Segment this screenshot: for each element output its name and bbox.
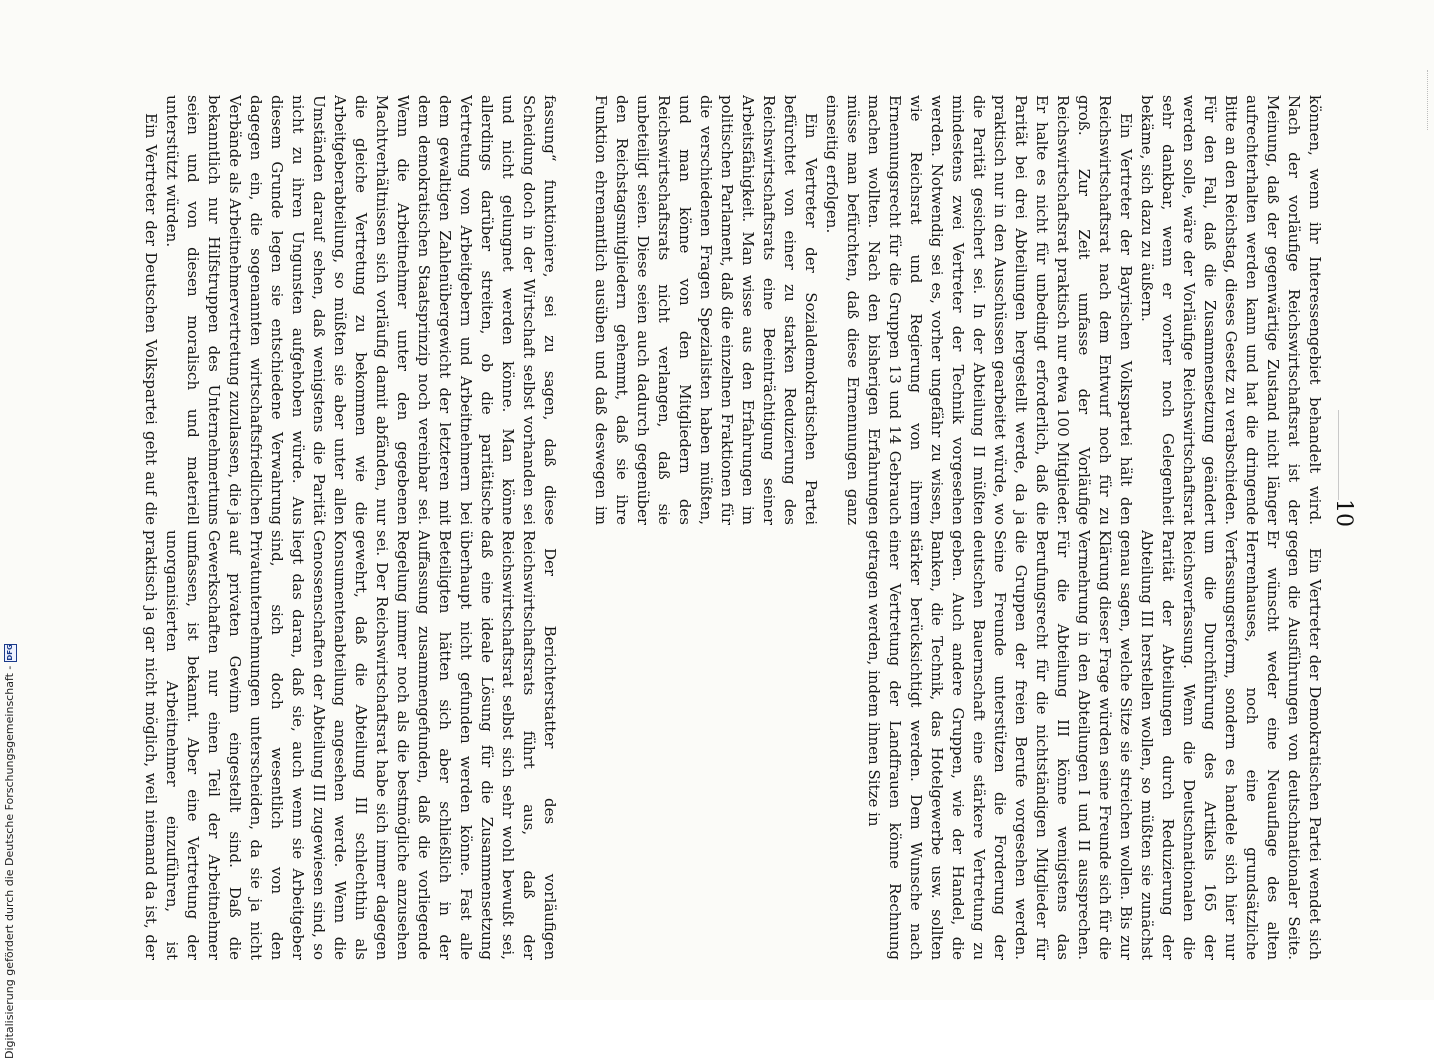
text-column-upper-right <box>590 530 1325 960</box>
paragraph: Ein Vertreter der Deutschen Volkspartei geht auf die <box>142 113 160 525</box>
paragraph: Ein Vertreter der Demokratischen Partei wendet sich gegen die Ausführungen von deutschnationaler Seite. Er wünscht weder eine Neuauflage des alten Herrenhauses, noch eine grundsätzliche Verfassungsreform, sondern es handele sich hier nur um die Durchführung des Artikels 165 der Reichsverfassung. Wenn die Deutschnationalen die Parität der Abteilungen durch Reduzierung der Abteilung III herstellen wollen, so müßten sie zunächst genau sagen, welche Sitze sie streichen wollen. Bis zur Klärung dieser Frage würden seine Freunde sich für die Vermehrung in den Abteilungen I und II aussprechen. Für die Abteilung III könne wenigstens das Berufungsrecht für die nichtständigen Mitglieder für die Gruppen der freien Berufe vorgesehen werden. Seine Freunde unterstützen die Forderung der deutschen Bauernschaft eine stärkere Vertretung zu geben. Auch andere Gruppen, wie der Handel, die Banken, die Technik, das Hotelgewerbe usw. sollten stärker berücksichtigt werden. Dem Wunsche nach einer Vertretung der Landfrauen könne Rechnung getragen werden, indem ihnen Sitze in <box>865 530 1324 960</box>
text-column-lower-right <box>590 95 1325 525</box>
paragraph: fassung“ funktioniere, sei zu sagen, daß diese Scheidung doch in der Wirtschaft selbst vorhanden sei und nicht gelungnet werden könne. Man könne allerdings darüber streiten, ob die paritätische Vertretung von Arbeitgebern und Arbeitnehmern bei dem gewaltigen Zahlenübergewicht der letzteren mit dem demokratischen Staatsprinzip noch vereinbar sei. Wenn die Arbeitnehmer unter den gegebenen Machtverhältnissen sich vorläufig damit abfänden, nur die gleiche Vertretung zu bekommen wie die Arbeitgeberabteilung, so müßten sie aber unter allen Umständen darauf sehen, daß wenigstens die Parität nicht zu ihren Ungunsten aufgehoben würde. Aus diesem Grunde legen sie entschiedene Verwahrung dagegen ein, die sogenannten wirtschaftsfriedlichen Verbände als Arbeitnehmervertretung zuzulassen, die ja bekanntlich nur Hilfstruppen des Unternehmertums seien und von diesen moralisch und materiell unterstützt würden. <box>163 95 559 525</box>
digitization-notice <box>3 539 17 1059</box>
paragraph: Der Berichterstatter des vorläufigen Reichswirtschaftsrats führt aus, daß der Reichswirtschaftsrat selbst sich sehr wohl bewußt sei, daß eine ideale Lösung für die Zusammensetzung überhaupt nicht gefunden werden könne. Fast alle Beteiligten hätten sich aber schließlich in der Auffassung zusammengefunden, daß die vorliegende Regelung immer noch als die bestmögliche anzusehen sei. Der Reichswirtschaftsrat habe sich immer dagegen gewehrt, daß die Abteilung III schlechthin als Konsumentenabteilung angesehen werde. Wenn die Genossenschaften der Abteilung III zugewiesen sind, so liegt das daran, daß sie, auch wenn sie Arbeitgeber sind, sich doch wesentlich von den Privatunternehmungen unterscheiden, da sie ja nicht auf privaten Gewinn eingestellt sind. Daß die Gewerkschaften nur einen Teil der Arbeitnehmer umfassen, ist bekannt. Aber eine Vertretung der unorganisierten Arbeitnehmer einzuführen, ist praktisch ja gar nicht möglich, weil niemand da ist, der <box>142 530 559 960</box>
page-number: 10 <box>1331 499 1356 527</box>
scan-edge-marks <box>1419 70 1428 130</box>
dfg-logo-icon: DFG <box>4 644 17 662</box>
digitization-notice-text: Digitalisierung gefördert durch die Deutsche Forschungsgemeinschaft - <box>3 665 16 1059</box>
paragraph: Ein Vertreter der Bayrischen Volkspartei hält den Reichswirtschaftsrat nach dem Entwurf noch für zu groß. Zur Zeit umfasse der Vorläufige Reichswirtschaftsrat praktisch nur etwa 100 Mitglieder. Er halte es nicht für unbedingt erforderlich, daß die Parität bei drei Abteilungen hergestellt werde, da ja praktisch nur in den Ausschüssen gearbeitet würde, wo die Parität gesichert sei. In der Abteilung II müßten mindestens zwei Vertreter der Technik vorgesehen werden. Notwendig sei es, vorher ungefähr zu wissen, wie Reichsrat und Regierung von ihrem Ernennungsrecht für die Gruppen 13 und 14 Gebrauch machen wollten. Nach den bisherigen Erfahrungen müsse man befürchten, daß diese Ernennungen ganz einseitig erfolgen. <box>823 95 1135 525</box>
page-divider <box>1338 410 1339 500</box>
paragraph: können, wenn ihr Interessengebiet behandelt wird. Nach der vorläufige Reichswirtschaftsrat ist der Meinung, daß der gegenwärtige Zustand nicht länger aufrechterhalten werden kann und hat die dringende Bitte an den Reichstag, dieses Gesetz zu verabschieden. Für den Fall, daß die Zusammensetzung geändert werden solle, wäre der Vorläufige Reichswirtschaftsrat sehr dankbar, wenn er vorher noch Gelegenheit bekäme, sich dazu zu äußern. <box>1138 95 1324 525</box>
paragraph: Ein Vertreter der Sozialdemokratischen Partei befürchtet von einer zu starken Reduzierung des Reichswirtschaftsrats eine Beeinträchtigung seiner Arbeitsfähigkeit. Man wisse aus den Erfahrungen im politischen Parlament, daß die einzelnen Fraktionen für die verschiedenen Fragen Spezialisten haben müßten, und man könne von den Mitgliedern des Reichswirtschaftsrats nicht verlangen, daß sie unbeteiligt seien. Diese seien auch dadurch gegenüber den Reichstagsmitgliedern gehemmt, daß sie ihre Funktion ehrenamtlich ausüben und daß deswegen im <box>592 95 820 525</box>
text-column-upper-left <box>140 530 560 960</box>
text-column-lower-left <box>140 95 560 525</box>
